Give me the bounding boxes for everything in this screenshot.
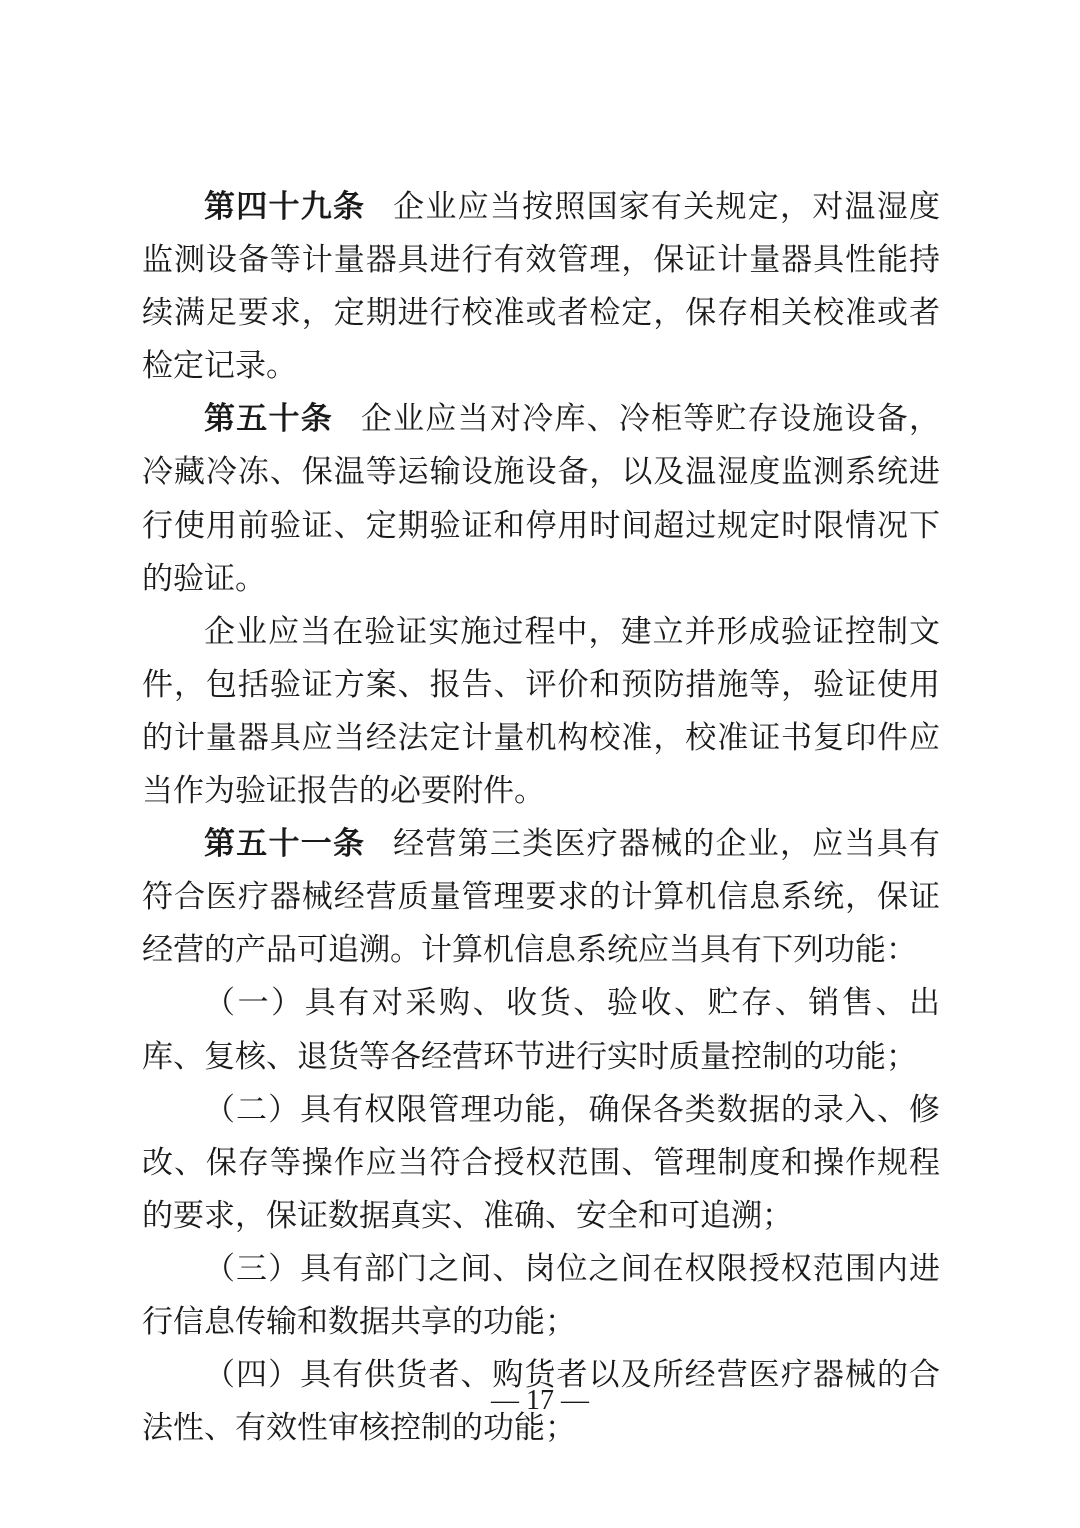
item-text: （一）具有对采购、收货、验收、贮存、销售、出库、复核、退货等各经营环节进行实时质量控制的功能；: [142, 985, 940, 1075]
article-50-paragraph: [142, 393, 940, 605]
article-51-item-3: [142, 1243, 940, 1349]
article-number: 第四十九条: [204, 189, 366, 225]
article-text: 企业应当对冷库、冷柜等贮存设施设备，冷藏冷冻、保温等运输设施设备，以及温湿度监测系统进行使用前验证、定期验证和停用时间超过规定时限情况下的验证。: [142, 401, 941, 597]
page-number: — 17 —: [491, 1385, 589, 1416]
document-body: [142, 181, 940, 1455]
article-text: 企业应当按照国家有关规定，对温湿度监测设备等计量器具进行有效管理，保证计量器具性能持续满足要求，定期进行校准或者检定，保存相关校准或者检定记录。: [142, 189, 941, 385]
item-text: （四）具有供货者、购货者以及所经营医疗器械的合法性、有效性审核控制的功能；: [142, 1357, 940, 1447]
article-50-subparagraph: [142, 606, 940, 818]
article-49-paragraph: [142, 181, 940, 393]
paragraph-text: 企业应当在验证实施过程中，建立并形成验证控制文件，包括验证方案、报告、评价和预防措施等，验证使用的计量器具应当经法定计量机构校准，校准证书复印件应当作为验证报告的必要附件。: [142, 613, 940, 810]
article-number: 第五十一条: [204, 826, 366, 863]
article-51-item-2: [142, 1084, 940, 1243]
article-number: 第五十条: [204, 401, 333, 438]
item-text: （二）具有权限管理功能，确保各类数据的录入、修改、保存等操作应当符合授权范围、管理制度和操作规程的要求，保证数据真实、准确、安全和可追溯；: [142, 1091, 940, 1234]
article-51-item-1: [142, 977, 940, 1083]
article-51-paragraph: [142, 818, 940, 977]
item-text: （三）具有部门之间、岗位之间在权限授权范围内进行信息传输和数据共享的功能；: [142, 1250, 940, 1340]
article-text: 经营第三类医疗器械的企业，应当具有符合医疗器械经营质量管理要求的计算机信息系统，保证经营的产品可追溯。计算机信息系统应当具有下列功能：: [142, 826, 941, 969]
